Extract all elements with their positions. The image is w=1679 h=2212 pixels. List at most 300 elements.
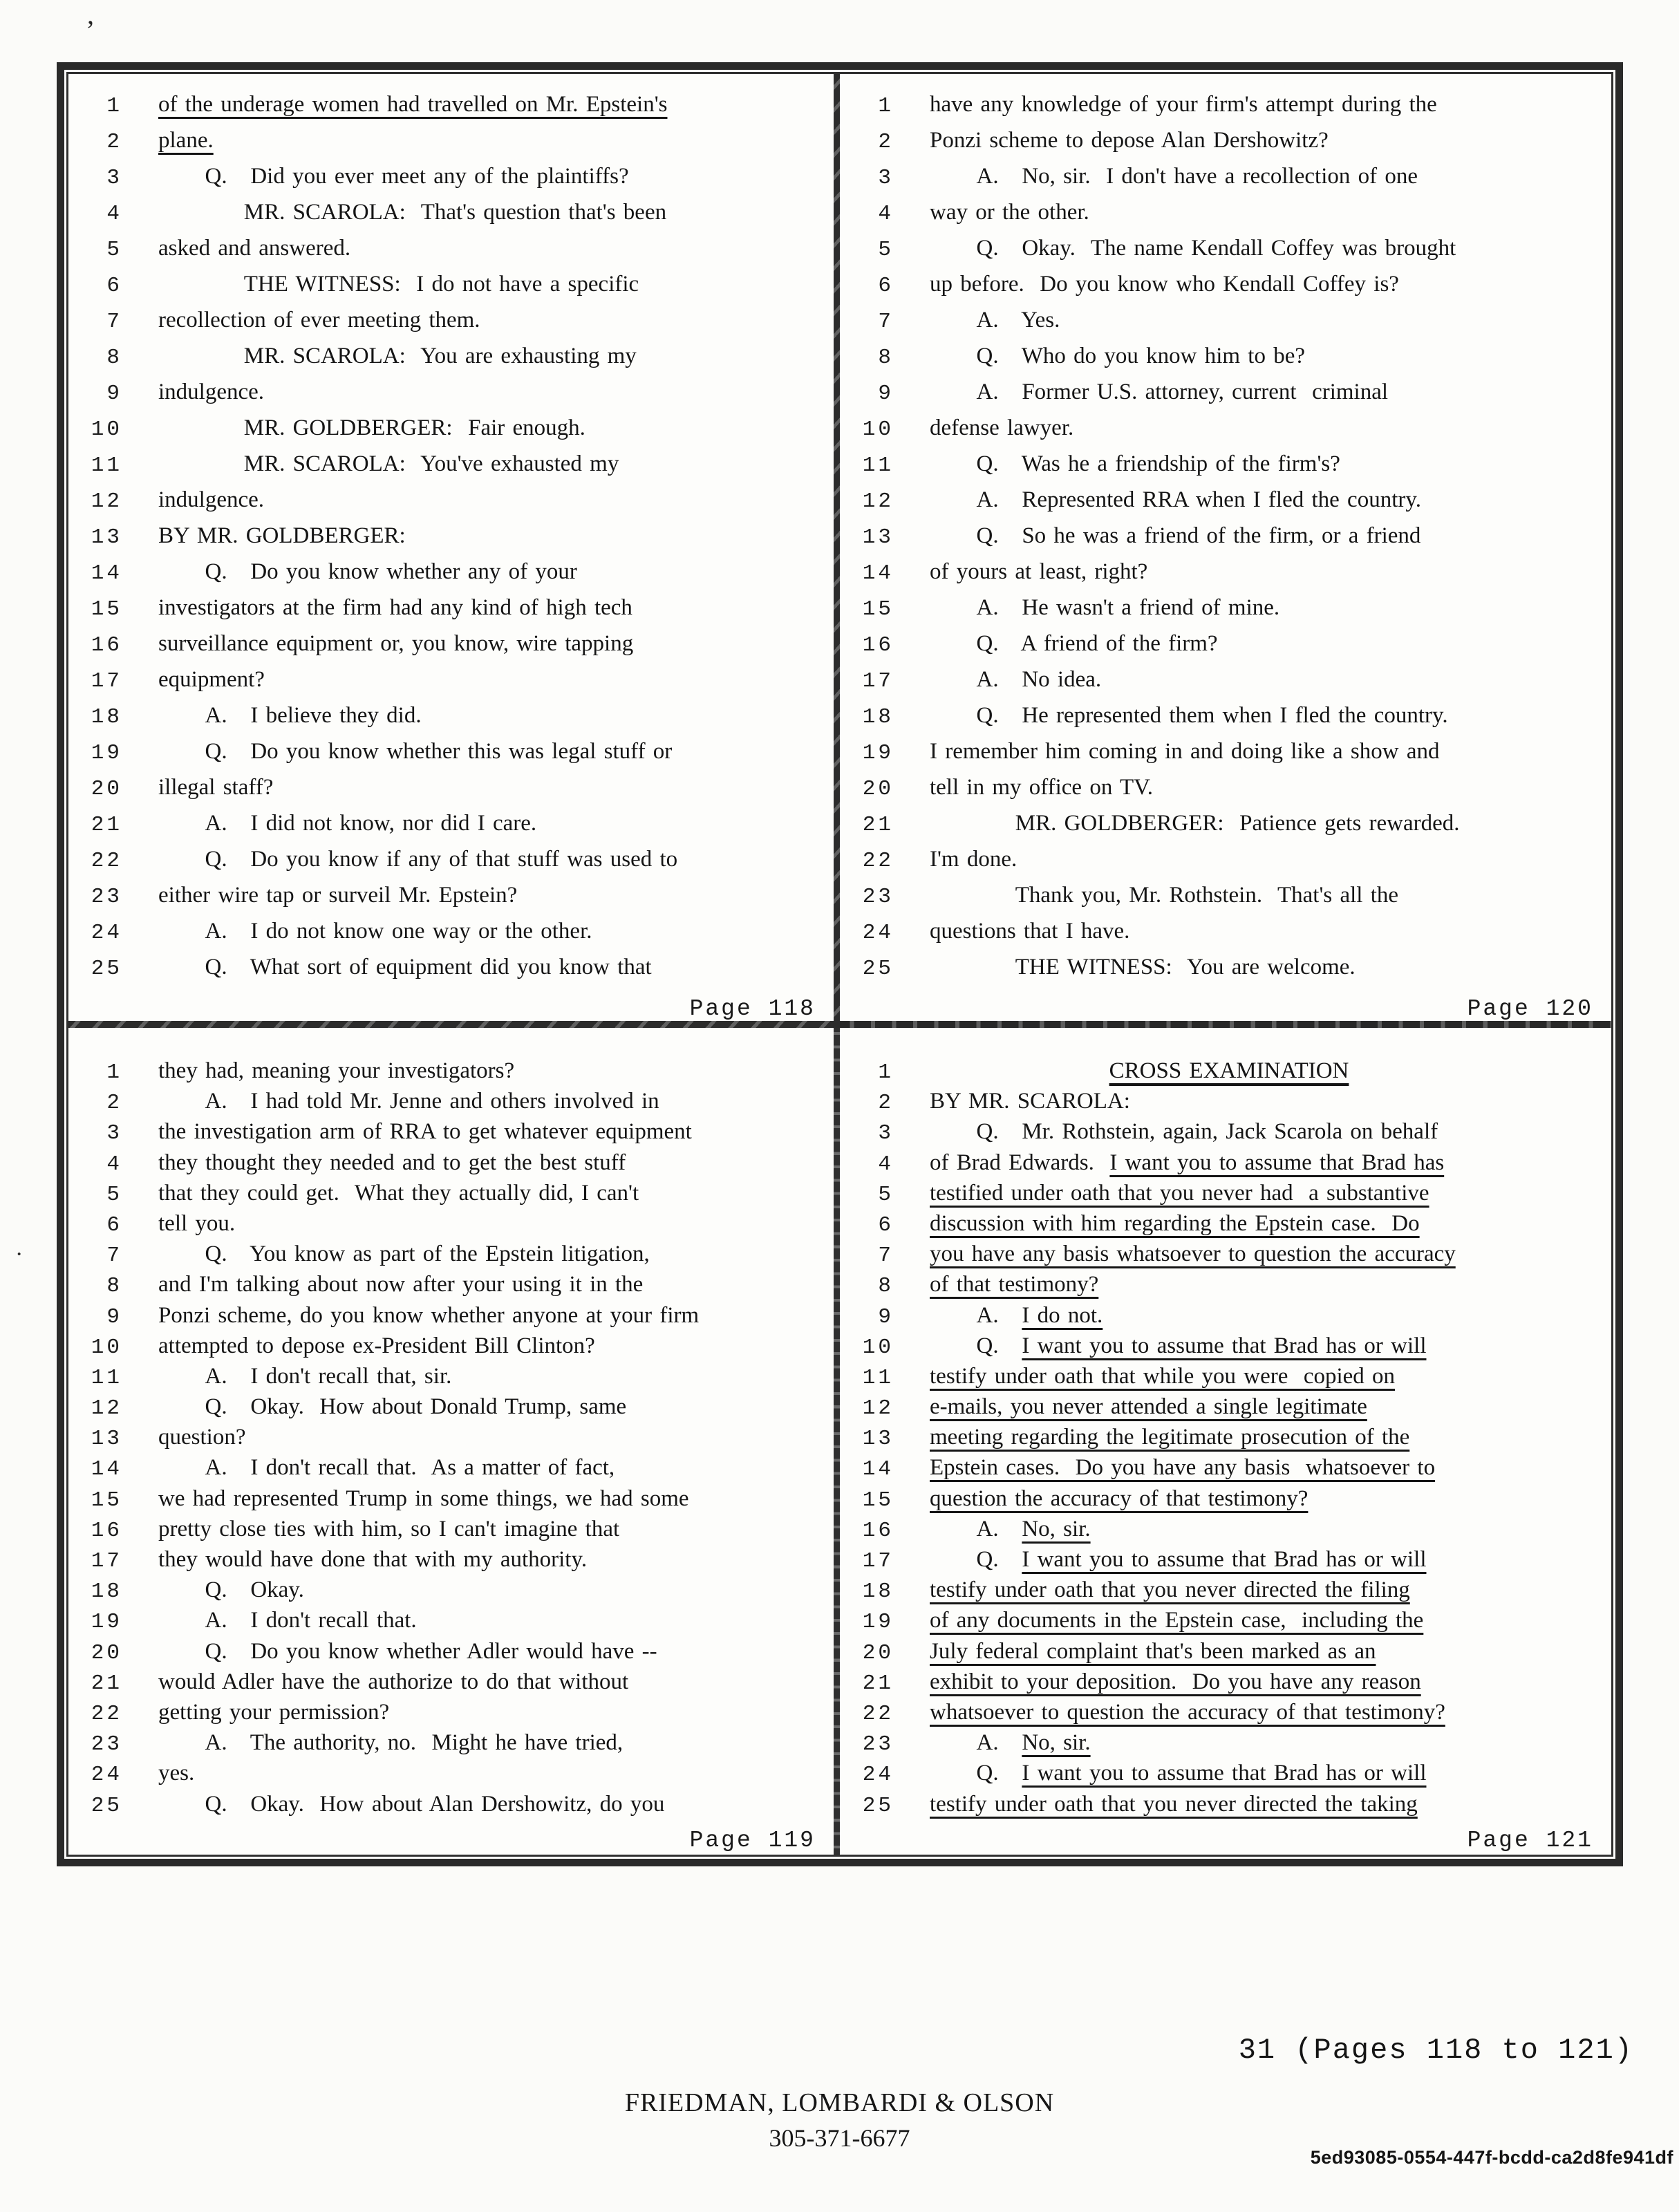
- line-text: Epstein cases. Do you have any basis whatsoever to: [930, 1455, 1436, 1481]
- line-number: 25: [862, 1793, 894, 1818]
- line-number: 7: [878, 310, 894, 334]
- transcript-line: [68, 847, 834, 883]
- transcript-line: [68, 1211, 834, 1241]
- line-text: A. No, sir.: [930, 1730, 1091, 1756]
- line-text: tell in my office on TV.: [930, 775, 1153, 800]
- transcript-line: [840, 1486, 1611, 1517]
- line-number: 3: [106, 1121, 122, 1146]
- transcript-line: [68, 1455, 834, 1485]
- photocopy-speck: ·: [15, 1241, 24, 1267]
- transcript-line: [68, 200, 834, 236]
- line-text: they would have done that with my authority.: [158, 1547, 588, 1572]
- line-text: A. No, sir.: [930, 1516, 1091, 1541]
- line-number: 11: [91, 453, 122, 478]
- line-text: Q. Do you know whether any of your: [158, 559, 577, 584]
- line-text: A. I do not.: [930, 1302, 1103, 1328]
- line-text: illegal staff?: [158, 775, 274, 800]
- transcript-line: [68, 1119, 834, 1150]
- line-number: 5: [106, 1182, 122, 1207]
- transcript-line: [68, 451, 834, 487]
- line-text: MR. SCAROLA: You are exhausting my: [158, 344, 637, 368]
- line-text: question?: [158, 1425, 246, 1450]
- line-number: 18: [91, 705, 122, 729]
- transcript-line: [840, 667, 1611, 703]
- transcript-line: [68, 128, 834, 164]
- line-text: whatsoever to question the accuracy of that testimony?: [930, 1699, 1445, 1725]
- line-number: 23: [862, 1732, 894, 1757]
- line-number: 13: [91, 525, 122, 550]
- line-text: questions that I have.: [930, 919, 1130, 944]
- line-number: 2: [106, 130, 122, 154]
- transcript-line: [840, 379, 1611, 415]
- transcript-line: [840, 272, 1611, 308]
- transcript-line: [68, 811, 834, 847]
- line-number: 9: [878, 382, 894, 406]
- transcript-line: [840, 1272, 1611, 1302]
- line-text: A. I had told Mr. Jenne and others involved in: [158, 1089, 659, 1114]
- line-text: up before. Do you know who Kendall Coffey is?: [930, 272, 1399, 297]
- transcript-line: [68, 164, 834, 200]
- transcript-line: [68, 1669, 834, 1700]
- transcript-line: [840, 811, 1611, 847]
- transcript-line: [840, 775, 1611, 811]
- line-number: 20: [91, 777, 122, 801]
- transcript-line: [68, 1303, 834, 1333]
- line-text: the investigation arm of RRA to get whatever equipment: [158, 1119, 692, 1145]
- line-text: A. I do not know one way or the other.: [158, 919, 592, 944]
- transcript-line: [840, 847, 1611, 883]
- line-text: Q. Do you know whether Adler would have --: [158, 1638, 657, 1664]
- transcript-line: [840, 487, 1611, 523]
- line-text: have any knowledge of your firm's attempt during the: [930, 92, 1437, 117]
- line-text: Q. Who do you know him to be?: [930, 344, 1306, 368]
- transcript-line: [840, 1333, 1611, 1364]
- line-text: they thought they needed and to get the best stuff: [158, 1150, 626, 1175]
- transcript-line: [840, 1608, 1611, 1638]
- transcript-line: [68, 1089, 834, 1119]
- line-text: A. No, sir. I don't have a recollection of one: [930, 164, 1418, 189]
- line-text: I'm done.: [930, 847, 1017, 872]
- transcript-line: [68, 739, 834, 775]
- line-text: they had, meaning your investigators?: [158, 1058, 515, 1083]
- line-number: 12: [91, 1396, 122, 1421]
- line-text: getting your permission?: [158, 1699, 390, 1725]
- transcript-line: [68, 1364, 834, 1394]
- line-number: 20: [862, 777, 894, 801]
- line-text: Q. So he was a friend of the firm, or a friend: [930, 523, 1421, 548]
- transcript-line: [68, 1730, 834, 1761]
- transcript-line: [68, 775, 834, 811]
- transcript-line: [840, 1761, 1611, 1791]
- line-number: 9: [106, 1304, 122, 1329]
- line-text: Q. A friend of the firm?: [930, 631, 1218, 656]
- line-text: we had represented Trump in some things, we had some: [158, 1485, 689, 1511]
- transcript-line: [840, 451, 1611, 487]
- transcript-line: [68, 595, 834, 631]
- transcript-line: [840, 200, 1611, 236]
- transcript-lines: [68, 1058, 834, 1822]
- line-number: 3: [878, 1121, 894, 1146]
- transcript-line: [840, 595, 1611, 631]
- line-text: of any documents in the Epstein case, including the: [930, 1608, 1424, 1633]
- transcript-page-118: [68, 74, 840, 1028]
- line-text: Q. Was he a friendship of the firm's?: [930, 451, 1340, 476]
- line-number: 19: [91, 1610, 122, 1635]
- line-number: 24: [862, 921, 894, 945]
- transcript-line: [840, 1792, 1611, 1822]
- transcript-line: [840, 1058, 1611, 1089]
- transcript-line: [68, 379, 834, 415]
- line-number: 7: [878, 1244, 894, 1268]
- line-text: CROSS EXAMINATION: [1109, 1058, 1349, 1083]
- line-text: MR. GOLDBERGER: Patience gets rewarded.: [930, 811, 1460, 836]
- transcript-line: [68, 1425, 834, 1455]
- line-number: 1: [106, 1060, 122, 1085]
- transcript-line: [840, 919, 1611, 955]
- line-text: A. I did not know, nor did I care.: [158, 811, 537, 836]
- line-number: 1: [878, 94, 894, 118]
- line-number: 10: [862, 418, 894, 442]
- transcript-line: [68, 1577, 834, 1608]
- transcript-line: [840, 1181, 1611, 1211]
- page-number-label: Page 119: [689, 1827, 816, 1853]
- transcript-line: [840, 559, 1611, 595]
- line-number: 10: [862, 1335, 894, 1360]
- line-text: Q. He represented them when I fled the country.: [930, 703, 1448, 728]
- line-number: 14: [862, 561, 894, 585]
- line-number: 12: [862, 489, 894, 514]
- line-text: that they could get. What they actually did, I can't: [158, 1180, 639, 1206]
- line-text: A. I don't recall that, sir.: [158, 1363, 452, 1389]
- transcript-line: [68, 344, 834, 379]
- line-number: 5: [878, 238, 894, 262]
- line-text: you have any basis whatsoever to question the accuracy: [930, 1241, 1456, 1267]
- line-text: A. I don't recall that.: [158, 1608, 417, 1633]
- line-number: 4: [878, 202, 894, 226]
- line-number: 12: [862, 1396, 894, 1421]
- transcript-line: [840, 1089, 1611, 1119]
- transcript-line: [840, 1303, 1611, 1333]
- transcript-line: [840, 739, 1611, 775]
- line-number: 6: [106, 1212, 122, 1237]
- page-number-label: Page 118: [689, 996, 816, 1022]
- line-number: 5: [106, 238, 122, 262]
- line-text: of yours at least, right?: [930, 559, 1148, 584]
- line-text: A. Represented RRA when I fled the country.: [930, 487, 1421, 512]
- line-number: 22: [862, 849, 894, 873]
- line-text: discussion with him regarding the Epstein case. Do: [930, 1210, 1420, 1236]
- transcript-line: [840, 883, 1611, 919]
- transcript-line: [68, 1639, 834, 1669]
- line-number: 18: [862, 1580, 894, 1604]
- transcript-line: [68, 1058, 834, 1089]
- court-reporter-phone: 305-371-6677: [769, 2124, 910, 2152]
- line-number: 15: [862, 1488, 894, 1512]
- line-text: recollection of ever meeting them.: [158, 308, 480, 332]
- transcript-line: [68, 1333, 834, 1364]
- line-text: surveillance equipment or, you know, wire tapping: [158, 631, 634, 656]
- transcript-line: [68, 92, 834, 128]
- transcript-line: [840, 344, 1611, 379]
- line-number: 17: [862, 669, 894, 693]
- transcript-line: [840, 236, 1611, 272]
- line-number: 3: [878, 166, 894, 190]
- line-text: way or the other.: [930, 200, 1089, 225]
- transcript-line: [68, 919, 834, 955]
- line-text: of the underage women had travelled on Mr. Epstein's: [158, 92, 668, 117]
- line-text: Q. What sort of equipment did you know that: [158, 955, 652, 980]
- transcript-line: [68, 703, 834, 739]
- line-text: A. I don't recall that. As a matter of fact,: [158, 1455, 615, 1481]
- line-number: 8: [106, 1274, 122, 1299]
- transcript-line: [68, 1272, 834, 1302]
- line-text: THE WITNESS: You are welcome.: [930, 955, 1356, 980]
- transcript-lines: [840, 92, 1611, 991]
- line-number: 8: [106, 346, 122, 370]
- transcript-line: [68, 272, 834, 308]
- line-text: yes.: [158, 1761, 195, 1786]
- line-number: 1: [106, 94, 122, 118]
- transcript-line: [840, 1669, 1611, 1700]
- line-text: of that testimony?: [930, 1272, 1099, 1297]
- line-number: 2: [106, 1091, 122, 1116]
- line-text: testify under oath that you never directed the filing: [930, 1577, 1410, 1603]
- transcript-line: [840, 955, 1611, 991]
- line-number: 15: [862, 597, 894, 621]
- transcript-line: [68, 1547, 834, 1577]
- transcript-line: [840, 631, 1611, 667]
- line-number: 21: [862, 1671, 894, 1696]
- line-number: 19: [862, 741, 894, 765]
- transcript-line: [840, 1547, 1611, 1577]
- line-number: 15: [91, 1488, 122, 1512]
- transcript-line: [68, 1486, 834, 1517]
- line-number: 22: [91, 849, 122, 873]
- transcript-line: [840, 1150, 1611, 1181]
- line-text: A. I believe they did.: [158, 703, 422, 728]
- line-text: MR. SCAROLA: That's question that's been: [158, 200, 667, 225]
- line-text: Q. Okay. The name Kendall Coffey was brought: [930, 236, 1456, 261]
- line-text: Q. Mr. Rothstein, again, Jack Scarola on behalf: [930, 1119, 1438, 1145]
- line-number: 7: [106, 310, 122, 334]
- line-number: 17: [91, 1549, 122, 1573]
- transcript-line: [68, 1150, 834, 1181]
- transcript-page-121: [840, 1028, 1611, 1855]
- line-text: Q. You know as part of the Epstein litigation,: [158, 1241, 650, 1267]
- line-number: 16: [91, 633, 122, 657]
- transcript-line: [840, 1241, 1611, 1272]
- line-text: I remember him coming in and doing like a show and: [930, 739, 1440, 764]
- transcript-line: [840, 1517, 1611, 1547]
- line-number: 14: [862, 1457, 894, 1482]
- transcript-line: [68, 1792, 834, 1822]
- line-number: 3: [106, 166, 122, 190]
- transcript-line: [68, 1761, 834, 1791]
- line-text: testify under oath that you never directed the taking: [930, 1791, 1418, 1817]
- line-number: 25: [91, 1793, 122, 1818]
- line-text: Q. Do you know whether this was legal stuff or: [158, 739, 673, 764]
- line-text: would Adler have the authorize to do that without: [158, 1669, 629, 1694]
- line-number: 7: [106, 1244, 122, 1268]
- page-number-label: Page 121: [1467, 1827, 1593, 1853]
- line-number: 18: [91, 1580, 122, 1604]
- transcript-line: [840, 308, 1611, 344]
- line-number: 16: [91, 1518, 122, 1543]
- line-text: pretty close ties with him, so I can't imagine that: [158, 1516, 620, 1541]
- line-text: tell you.: [158, 1210, 236, 1236]
- line-number: 17: [91, 669, 122, 693]
- line-text: investigators at the firm had any kind of high tech: [158, 595, 632, 620]
- line-text: Q. Okay. How about Alan Dershowitz, do you: [158, 1791, 665, 1817]
- line-text: equipment?: [158, 667, 265, 692]
- line-text: A. The authority, no. Might he have tried,: [158, 1730, 623, 1756]
- line-text: Ponzi scheme, do you know whether anyone at your firm: [158, 1302, 700, 1328]
- transcript-line: [68, 667, 834, 703]
- line-text: BY MR. SCAROLA:: [930, 1089, 1130, 1114]
- line-number: 9: [878, 1304, 894, 1329]
- transcript-line: [68, 1181, 834, 1211]
- transcript-lines: [68, 92, 834, 991]
- transcript-line: [68, 559, 834, 595]
- line-number: 14: [91, 1457, 122, 1482]
- transcript-line: [840, 703, 1611, 739]
- line-number: 23: [91, 1732, 122, 1757]
- court-reporter-firm: FRIEDMAN, LOMBARDI & OLSON: [624, 2088, 1055, 2117]
- line-number: 6: [878, 1212, 894, 1237]
- line-text: THE WITNESS: I do not have a specific: [158, 272, 639, 297]
- line-number: 21: [91, 813, 122, 837]
- line-number: 2: [878, 1091, 894, 1116]
- transcript-four-up-grid: [66, 72, 1613, 1857]
- document-id: 5ed93085-0554-447f-bcdd-ca2d8fe941df: [1310, 2147, 1673, 2168]
- page-number-label: Page 120: [1467, 996, 1593, 1022]
- line-text: testify under oath that while you were copied on: [930, 1363, 1396, 1389]
- line-number: 6: [878, 274, 894, 298]
- transcript-line: [840, 1639, 1611, 1669]
- line-text: exhibit to your deposition. Do you have any reason: [930, 1669, 1421, 1694]
- line-number: 25: [91, 957, 122, 981]
- photocopy-speck: ’: [86, 15, 95, 46]
- line-number: 23: [862, 885, 894, 909]
- transcript-line: [68, 523, 834, 559]
- transcript-line: [840, 1730, 1611, 1761]
- line-number: 5: [878, 1182, 894, 1207]
- line-number: 11: [862, 1365, 894, 1390]
- transcript-line: [840, 1577, 1611, 1608]
- transcript-line: [840, 1700, 1611, 1730]
- line-text: meeting regarding the legitimate prosecution of the: [930, 1425, 1410, 1450]
- line-number: 9: [106, 382, 122, 406]
- line-number: 10: [91, 418, 122, 442]
- line-text: Thank you, Mr. Rothstein. That's all the: [930, 883, 1399, 908]
- transcript-line: [68, 487, 834, 523]
- line-number: 15: [91, 597, 122, 621]
- transcript-line: [68, 1241, 834, 1272]
- line-number: 13: [91, 1427, 122, 1452]
- transcript-line: [840, 1119, 1611, 1150]
- line-text: asked and answered.: [158, 236, 351, 261]
- line-text: and I'm talking about now after your using it in the: [158, 1272, 644, 1297]
- line-number: 16: [862, 1518, 894, 1543]
- line-text: e-mails, you never attended a single legitimate: [930, 1394, 1367, 1420]
- line-text: A. Former U.S. attorney, current criminal: [930, 379, 1389, 404]
- line-text: testified under oath that you never had a substantive: [930, 1180, 1429, 1206]
- line-number: 22: [91, 1701, 122, 1726]
- line-number: 19: [91, 741, 122, 765]
- line-number: 6: [106, 274, 122, 298]
- line-text: July federal complaint that's been marked as an: [930, 1638, 1376, 1664]
- line-text: Q. Do you know if any of that stuff was used to: [158, 847, 678, 872]
- transcript-page-120: [840, 74, 1611, 1028]
- line-text: attempted to depose ex-President Bill Clinton?: [158, 1333, 595, 1358]
- line-number: 11: [91, 1365, 122, 1390]
- transcript-page-119: [68, 1028, 840, 1855]
- line-number: 4: [878, 1152, 894, 1177]
- line-number: 13: [862, 1427, 894, 1452]
- transcript-line: [68, 1608, 834, 1638]
- line-text: of Brad Edwards. I want you to assume that Brad has: [930, 1150, 1445, 1175]
- line-number: 20: [862, 1640, 894, 1665]
- line-text: A. He wasn't a friend of mine.: [930, 595, 1280, 620]
- line-text: MR. SCAROLA: You've exhausted my: [158, 451, 619, 476]
- line-number: 20: [91, 1640, 122, 1665]
- line-number: 22: [862, 1701, 894, 1726]
- transcript-line: [840, 1425, 1611, 1455]
- line-number: 11: [862, 453, 894, 478]
- transcript-lines: [840, 1058, 1611, 1822]
- line-text: A. Yes.: [930, 308, 1060, 332]
- line-number: 17: [862, 1549, 894, 1573]
- line-number: 8: [878, 1274, 894, 1299]
- line-number: 1: [878, 1060, 894, 1085]
- line-text: Q. Did you ever meet any of the plaintiffs?: [158, 164, 629, 189]
- line-number: 23: [91, 885, 122, 909]
- line-text: Q. Okay.: [158, 1577, 304, 1603]
- line-number: 4: [106, 1152, 122, 1177]
- line-text: Q. I want you to assume that Brad has or will: [930, 1333, 1427, 1358]
- line-number: 13: [862, 525, 894, 550]
- transcript-line: [840, 164, 1611, 200]
- line-number: 16: [862, 633, 894, 657]
- line-text: question the accuracy of that testimony?: [930, 1485, 1309, 1511]
- line-number: 10: [91, 1335, 122, 1360]
- transcript-line: [840, 1364, 1611, 1394]
- sheet-page-range: 31 (Pages 118 to 121): [1238, 2034, 1633, 2067]
- line-text: MR. GOLDBERGER: Fair enough.: [158, 415, 585, 440]
- transcript-line: [840, 92, 1611, 128]
- transcript-line: [840, 523, 1611, 559]
- transcript-line: [840, 1394, 1611, 1425]
- line-text: indulgence.: [158, 379, 265, 404]
- transcript-line: [68, 955, 834, 991]
- transcript-line: [68, 415, 834, 451]
- line-number: 24: [862, 1763, 894, 1788]
- line-number: 21: [862, 813, 894, 837]
- line-number: 25: [862, 957, 894, 981]
- line-text: A. No idea.: [930, 667, 1102, 692]
- line-number: 18: [862, 705, 894, 729]
- line-number: 8: [878, 346, 894, 370]
- transcript-line: [840, 415, 1611, 451]
- line-text: indulgence.: [158, 487, 265, 512]
- transcript-line: [68, 1700, 834, 1730]
- line-text: BY MR. GOLDBERGER:: [158, 523, 406, 548]
- line-number: 19: [862, 1610, 894, 1635]
- line-number: 2: [878, 130, 894, 154]
- transcript-line: [68, 308, 834, 344]
- line-text: defense lawyer.: [930, 415, 1074, 440]
- line-number: 21: [91, 1671, 122, 1696]
